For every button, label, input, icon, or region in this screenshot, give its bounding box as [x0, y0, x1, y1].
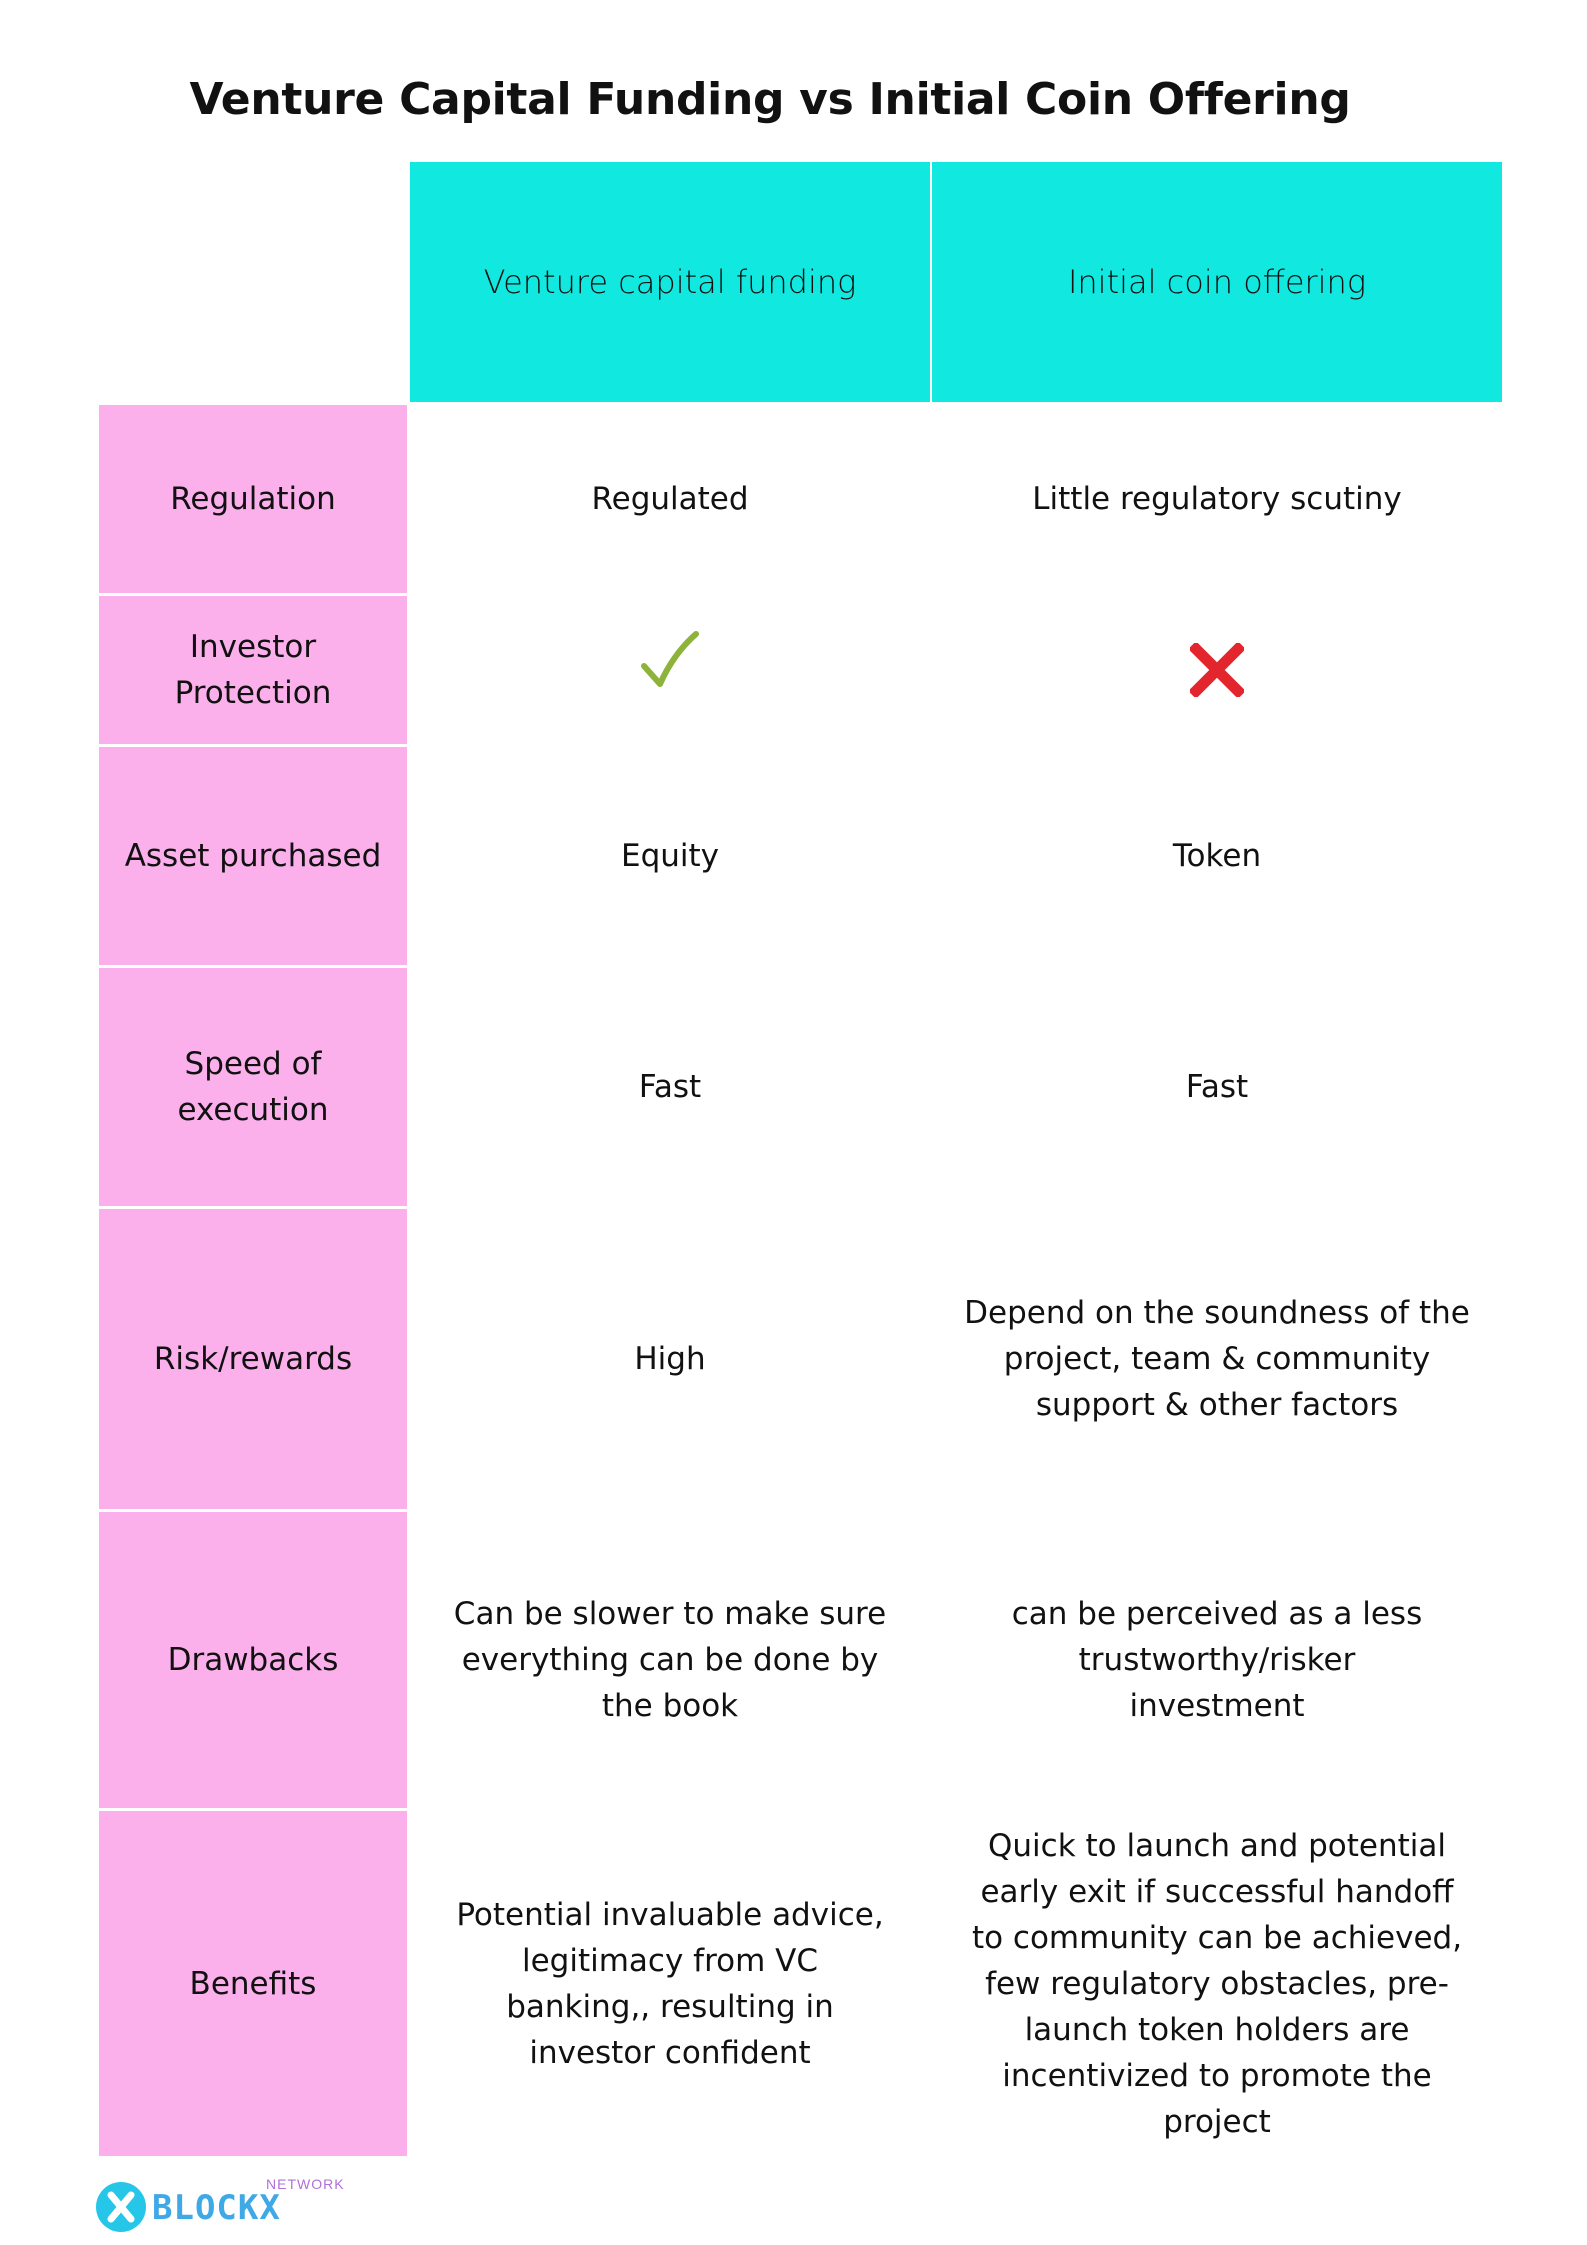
- cell-drawbacks-vc: Can be slower to make sure everything can be done by the book: [453, 1596, 887, 1724]
- logo-badge-icon: [96, 2182, 146, 2232]
- cell-speed-vc: Fast: [638, 1069, 702, 1105]
- row-label-regulation: Regulation: [99, 405, 407, 593]
- cell-speed-ico: Fast: [1185, 1069, 1249, 1105]
- row-label-benefits: Benefits: [99, 1811, 407, 2156]
- cell-regulation-vc: Regulated: [591, 481, 749, 517]
- row-label-drawbacks: Drawbacks: [99, 1512, 407, 1808]
- cell-risk-vc: High: [634, 1341, 706, 1377]
- row-label-investor-protection: Investor Protection: [99, 596, 407, 744]
- logo-wordmark: BLOCKX: [152, 2188, 281, 2228]
- cell-asset-purchased-vc: Equity: [620, 838, 720, 874]
- cross-icon: [1190, 643, 1244, 697]
- row-label-asset-purchased: Asset purchased: [99, 747, 407, 965]
- row-label-risk-rewards: Risk/rewards: [99, 1209, 407, 1509]
- cell-benefits-vc: Potential invaluable advice, legitimacy from VC banking,, resulting in investor confident: [456, 1896, 884, 2071]
- cell-regulation-ico: Little regulatory scutiny: [1032, 481, 1402, 517]
- logo-network-label: NETWORK: [266, 2176, 345, 2192]
- cell-investor-protection-ico: [932, 596, 1502, 744]
- row-label-speed-of-execution: Speed of execution: [99, 968, 407, 1206]
- cell-benefits-ico: Quick to launch and potential early exit if successful handoff to community can be achieved, few regulatory obstacles, pre-launch token holders are incentivized to promote the project: [971, 1827, 1463, 2140]
- check-icon: [640, 630, 700, 690]
- cell-investor-protection-vc: [410, 596, 930, 744]
- cell-risk-ico: Depend on the soundness of the project, team & community support & other factors: [964, 1295, 1470, 1423]
- page-title: Venture Capital Funding vs Initial Coin Offering: [189, 74, 1351, 125]
- column-header-ico: Initial coin offering: [932, 162, 1502, 402]
- blockx-logo: [96, 2176, 376, 2236]
- column-header-vc: Venture capital funding: [410, 162, 930, 402]
- cell-drawbacks-ico: can be perceived as a less trustworthy/risker investment: [1011, 1596, 1423, 1724]
- cell-asset-purchased-ico: Token: [1172, 838, 1262, 874]
